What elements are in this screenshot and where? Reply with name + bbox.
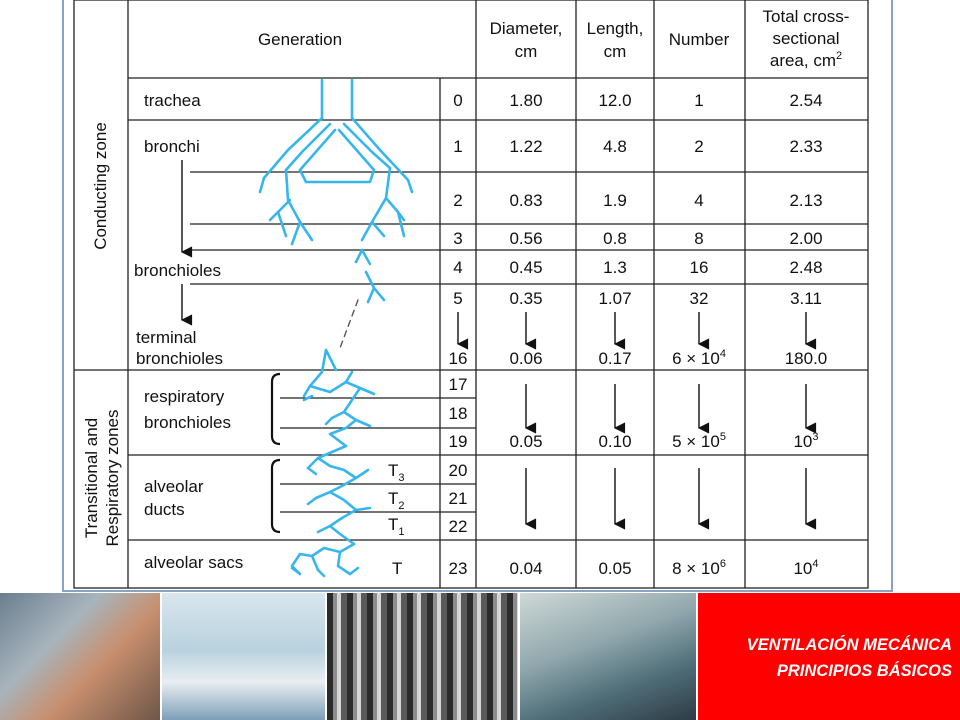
diameter-3: 0.56 [509, 229, 543, 248]
header-length-1: Length, [586, 19, 644, 38]
t3-label: $T_3$ [388, 461, 405, 484]
generation-labels [134, 91, 243, 572]
gen-20: 20 [448, 461, 468, 480]
zone-conducting: Conducting zone [91, 122, 110, 250]
gen-2: 2 [453, 191, 463, 210]
gen-0: 0 [453, 91, 463, 110]
length-23: 0.05 [598, 559, 632, 578]
number-3: 8 [694, 229, 704, 248]
label-alveolar-ducts-1: alveolar [144, 477, 204, 496]
gen-23: 23 [448, 559, 468, 578]
diameter-23: 0.04 [509, 559, 543, 578]
brace-respiratory [272, 374, 280, 444]
label-respiratory-1: respiratory [144, 387, 225, 406]
zone-transitional-2: Respiratory zones [103, 409, 122, 547]
number-1: 2 [694, 137, 704, 156]
label-trachea: trachea [144, 91, 201, 110]
t-labels [388, 461, 405, 578]
header-length-2: cm [603, 42, 627, 61]
label-bronchi: bronchi [144, 137, 200, 156]
label-respiratory-2: bronchioles [144, 413, 231, 432]
area-16: 180.0 [784, 349, 828, 368]
brace-ducts [272, 460, 280, 532]
diameter-5: 0.35 [509, 289, 543, 308]
diameter-4: 0.45 [509, 258, 543, 277]
header-area-1: Total cross- [762, 7, 850, 26]
area-4: 2.48 [789, 258, 823, 277]
header-area-sup: 2 [836, 50, 843, 62]
gen-21: 21 [448, 489, 468, 508]
number-2: 4 [694, 191, 704, 210]
gen-19: 19 [448, 432, 468, 451]
gen-18: 18 [448, 404, 468, 423]
gen-1: 1 [453, 137, 463, 156]
header-generation: Generation [257, 30, 343, 49]
length-1: 4.8 [603, 137, 627, 156]
gen-22: 22 [448, 517, 468, 536]
number-16: $6 \times 10^4$ [672, 348, 726, 368]
diameter-1: 1.22 [509, 137, 543, 156]
number-5: 32 [689, 289, 709, 308]
header-diameter-1: Diameter, [489, 19, 563, 38]
t1-label: $T_1$ [388, 515, 405, 538]
gen-5: 5 [453, 289, 463, 308]
diameter-16: 0.06 [509, 349, 543, 368]
braces [272, 374, 280, 532]
diameter-2: 0.83 [509, 191, 543, 210]
photo-nurse-ventilation [162, 593, 325, 720]
header-area-3: area, $cm^2$ [769, 50, 843, 70]
column-arrows [458, 312, 806, 524]
length-0: 12.0 [598, 91, 632, 110]
length-2: 1.9 [603, 191, 627, 210]
number-4: 16 [689, 258, 709, 277]
t2-label: $T_2$ [388, 489, 405, 512]
label-alveolar-sacs: alveolar sacs [144, 553, 244, 572]
label-bronchioles: bronchioles [134, 261, 221, 280]
gen-3: 3 [453, 229, 463, 248]
gen-17: 17 [448, 375, 468, 394]
label-alveolar-ducts-2: ducts [144, 500, 185, 519]
length-3: 0.8 [603, 229, 627, 248]
number-0: 1 [694, 91, 704, 110]
diameter-0: 1.80 [509, 91, 543, 110]
t-label: T [392, 559, 403, 578]
area-2: 2.13 [789, 191, 823, 210]
length-5: 1.07 [598, 289, 632, 308]
number-23: $8 \times 10^6$ [672, 558, 726, 578]
area-3: 2.00 [789, 229, 823, 248]
area-0: 2.54 [789, 91, 823, 110]
banner-subtitle: PRINCIPIOS BÁSICOS [776, 662, 952, 680]
photo-doctor-monitor [520, 593, 696, 720]
banner-title-box [698, 593, 960, 720]
header-area-2: sectional [772, 29, 840, 48]
area-23: $10^4$ [793, 558, 819, 578]
label-terminal-2: bronchioles [136, 349, 223, 368]
area-1: 2.33 [789, 137, 823, 156]
table-grid [74, 0, 868, 588]
area-19: $10^3$ [793, 431, 819, 451]
length-4: 1.3 [603, 258, 627, 277]
length-16: 0.17 [598, 349, 632, 368]
area-5: 3.11 [790, 289, 822, 308]
data-rows [449, 91, 828, 578]
number-19: $5 \times 10^5$ [672, 431, 726, 451]
banner-title: VENTILACIÓN MECÁNICA [746, 636, 952, 654]
header-diameter-2: cm [514, 42, 538, 61]
photo-icu-patient [0, 593, 160, 720]
diameter-19: 0.05 [509, 432, 543, 451]
header-number: Number [668, 30, 730, 49]
label-terminal-1: terminal [136, 328, 197, 347]
photo-iron-lung-ward [327, 593, 518, 720]
length-19: 0.10 [598, 432, 632, 451]
gen-4: 4 [453, 258, 463, 277]
gen-16: 16 [448, 349, 468, 368]
zone-transitional-1: Transitional and [82, 417, 101, 539]
